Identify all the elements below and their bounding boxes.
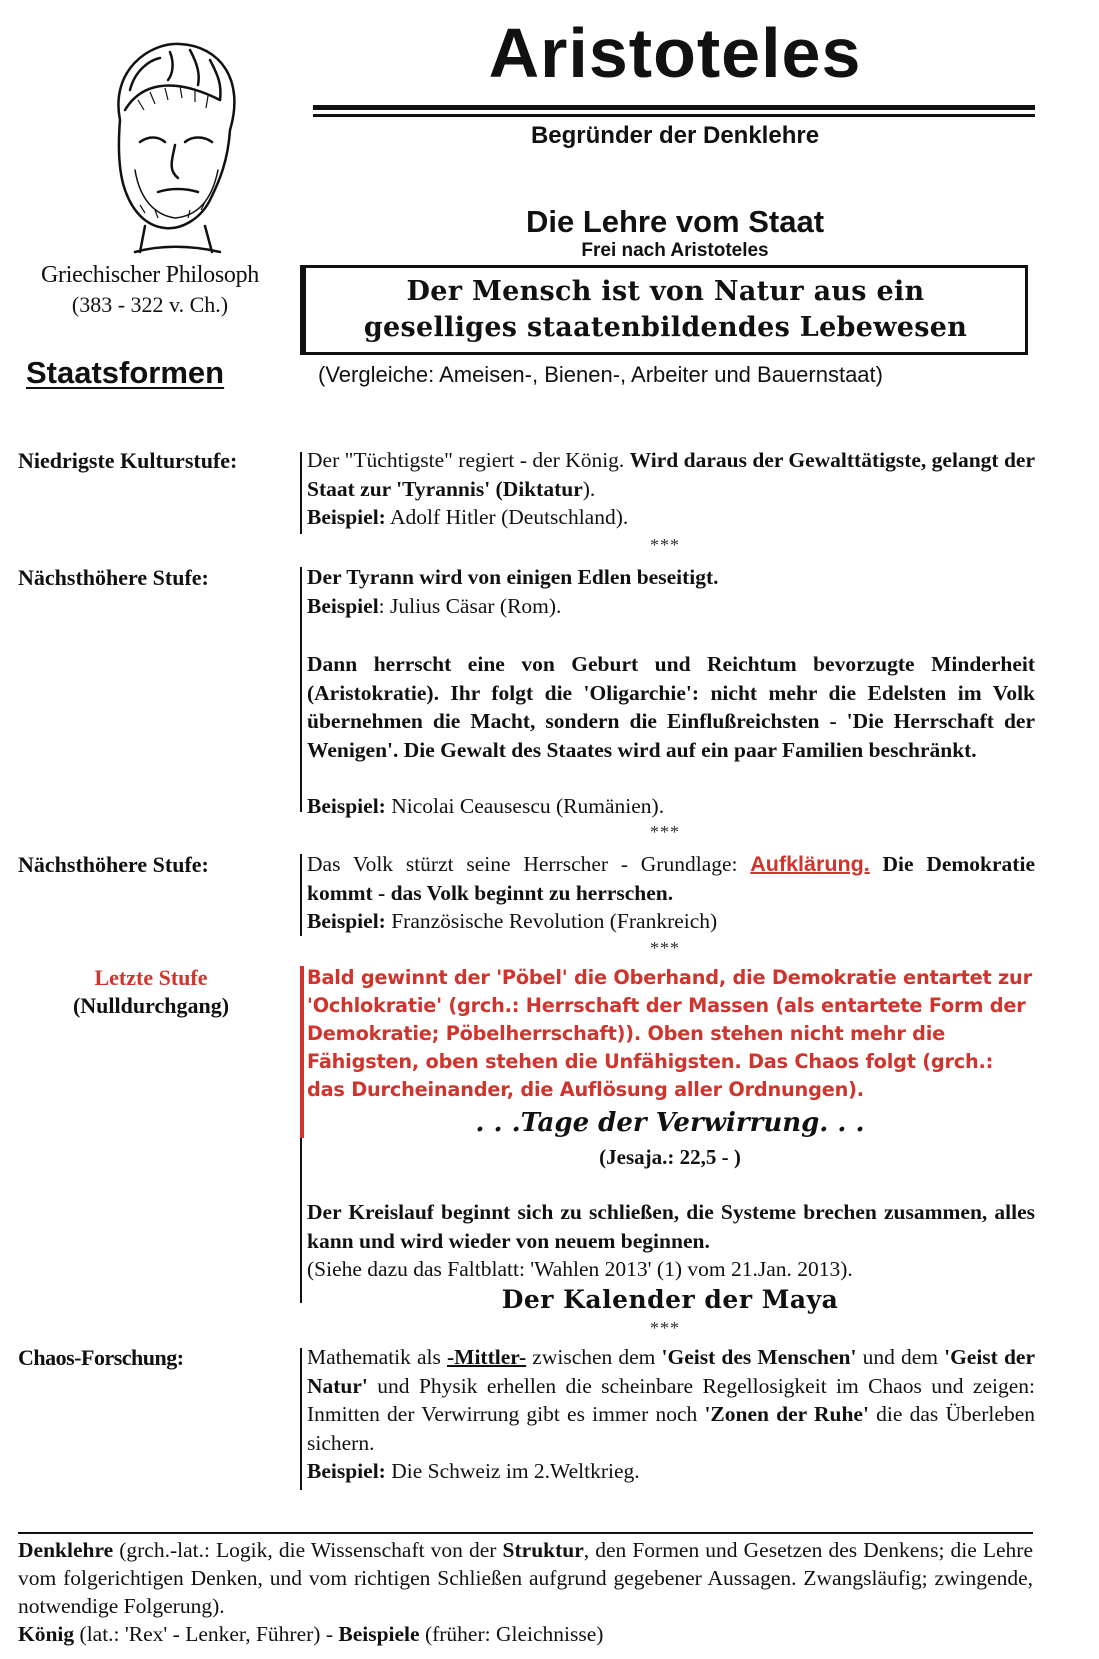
philosopher-dates: (383 - 322 v. Ch.) [71,292,229,317]
stage-5-label: Chaos-Forschung: [18,1345,184,1370]
stage-4-reference-note: (Siehe dazu das Faltblatt: 'Wahlen 2013' (1) vom 21.Jan. 2013). [307,1257,853,1281]
stage-4-text: Bald gewinnt der 'Pöbel' die Oberhand, die Demokratie entartet zur 'Ochlokratie' (grch.: Herrschaft der Massen (als entartete Form der Demokratie; Pöbelherrschaft)). Oben stehen nicht mehr die Fähigsten, oben stehen die Unfähigsten. Das Chaos folgt (grch.: das Durcheinander, die Auflösung aller Ordnungen). [307,966,1032,1101]
stage-2-text: Der Tyrann wird von einigen Edlen beseitigt. Beispiel: Julius Cäsar (Rom). [307,565,719,618]
stage-4-bar [300,1138,302,1303]
aristotle-bust-icon [80,30,260,260]
title-rule [313,105,1035,110]
quote-line-2: geselliges staatenbildendes Lebewesen [363,312,968,343]
stage-1-label: Niedrigste Kulturstufe: [18,448,238,473]
stage-4-cycle-text: Der Kreislauf beginnt sich zu schließen, die Systeme brechen zusammen, alles kann und wird wieder von neuem beginnen. [307,1200,1035,1253]
stage-1-bar [300,452,302,534]
script-line: . . .Tage der Verwirrung. . . [475,1108,865,1138]
stage-4-sublabel: (Nulldurchgang) [72,993,230,1018]
section-heading: Staatsformen [26,355,225,390]
stage-5-text: Mathematik als -Mittler- zwischen dem 'Geist des Menschen' und dem 'Geist der Natur' und Physik erhellen die scheinbare Regellosigkeit im Chaos und zeigen: Inmitten der Verwirrung gibt es immer noch 'Zonen der Ruhe' die das Überleben sichern. Beispiel: Die Schweiz im 2.Weltkrieg. [307,1345,1035,1483]
glossary-denklehre: Denklehre (grch.-lat.: Logik, die Wissenschaft von der Struktur, den Formen und Gesetzen des Denkens; die Lehre vom folgerichtigen Denken, und vom richtigen Schließen aufgrund gegebener Aussagen. Zwangsläufig; zwingende, notwendige Folgerung). [18,1538,1033,1618]
aufklaerung-link[interactable]: Aufklärung. [750,852,870,876]
glossary-koenig: König (lat.: 'Rex' - Lenker, Führer) - Beispiele (früher: Gleichnisse) [18,1622,604,1646]
separator: *** [650,1318,680,1338]
stage-2-example-2: Beispiel: Nicolai Ceausescu (Rumänien). [307,794,665,818]
quote-box [300,265,1028,355]
title-rule-thin [313,114,1035,117]
stage-2-oligarchy-text: Dann herrscht eine von Geburt und Reichtum bevorzugte Minderheit (Aristokratie). Ihr folgt die 'Oligarchie': nicht mehr die Edelsten im Volk übernehmen die Macht, sondern die Einflußreichsten - 'Die Herrschaft der Wenigen'. Die Gewalt des Staates wird auf ein paar Familien beschränkt. [307,652,1035,762]
stage-2-bar [300,567,302,812]
stage-4-label: Letzte Stufe [94,965,208,990]
stage-1-text: Der "Tüchtigste" regiert - der König. Wird daraus der Gewalttätigste, gelangt der Staat zur 'Tyrannis' (Diktatur). Beispiel: Adolf Hitler (Deutschland). [307,448,1035,529]
quote-line-1: Der Mensch ist von Natur aus ein [406,276,925,307]
page-title: Aristoteles [488,14,862,92]
stage-2-label: Nächsthöhere Stufe: [18,565,209,590]
scripture-reference: (Jesaja.: 22,5 - ) [599,1145,741,1169]
stage-3-text: Das Volk stürzt seine Herrscher - Grundlage: Aufklärung. Die Demokratie kommt - das Volk beginnt zu herrschen. Beispiel: Französische Revolution (Frankreich) [307,852,1035,933]
maya-heading: Der Kalender der Maya [501,1285,839,1314]
intro-byline: Frei nach Aristoteles [581,240,769,261]
intro-heading: Die Lehre vom Staat [525,204,825,239]
separator: *** [650,822,680,842]
stage-5-bar [300,1348,302,1490]
comparison-note: (Vergleiche: Ameisen-, Bienen-, Arbeiter und Bauernstaat) [318,362,883,387]
separator: *** [650,938,680,958]
footer-rule [18,1532,1033,1534]
page-subtitle: Begründer der Denklehre [530,122,820,149]
stage-3-bar [300,854,302,936]
stage-3-label: Nächsthöhere Stufe: [18,852,209,877]
separator: *** [650,535,680,555]
philosopher-label: Griechischer Philosoph [40,262,260,288]
